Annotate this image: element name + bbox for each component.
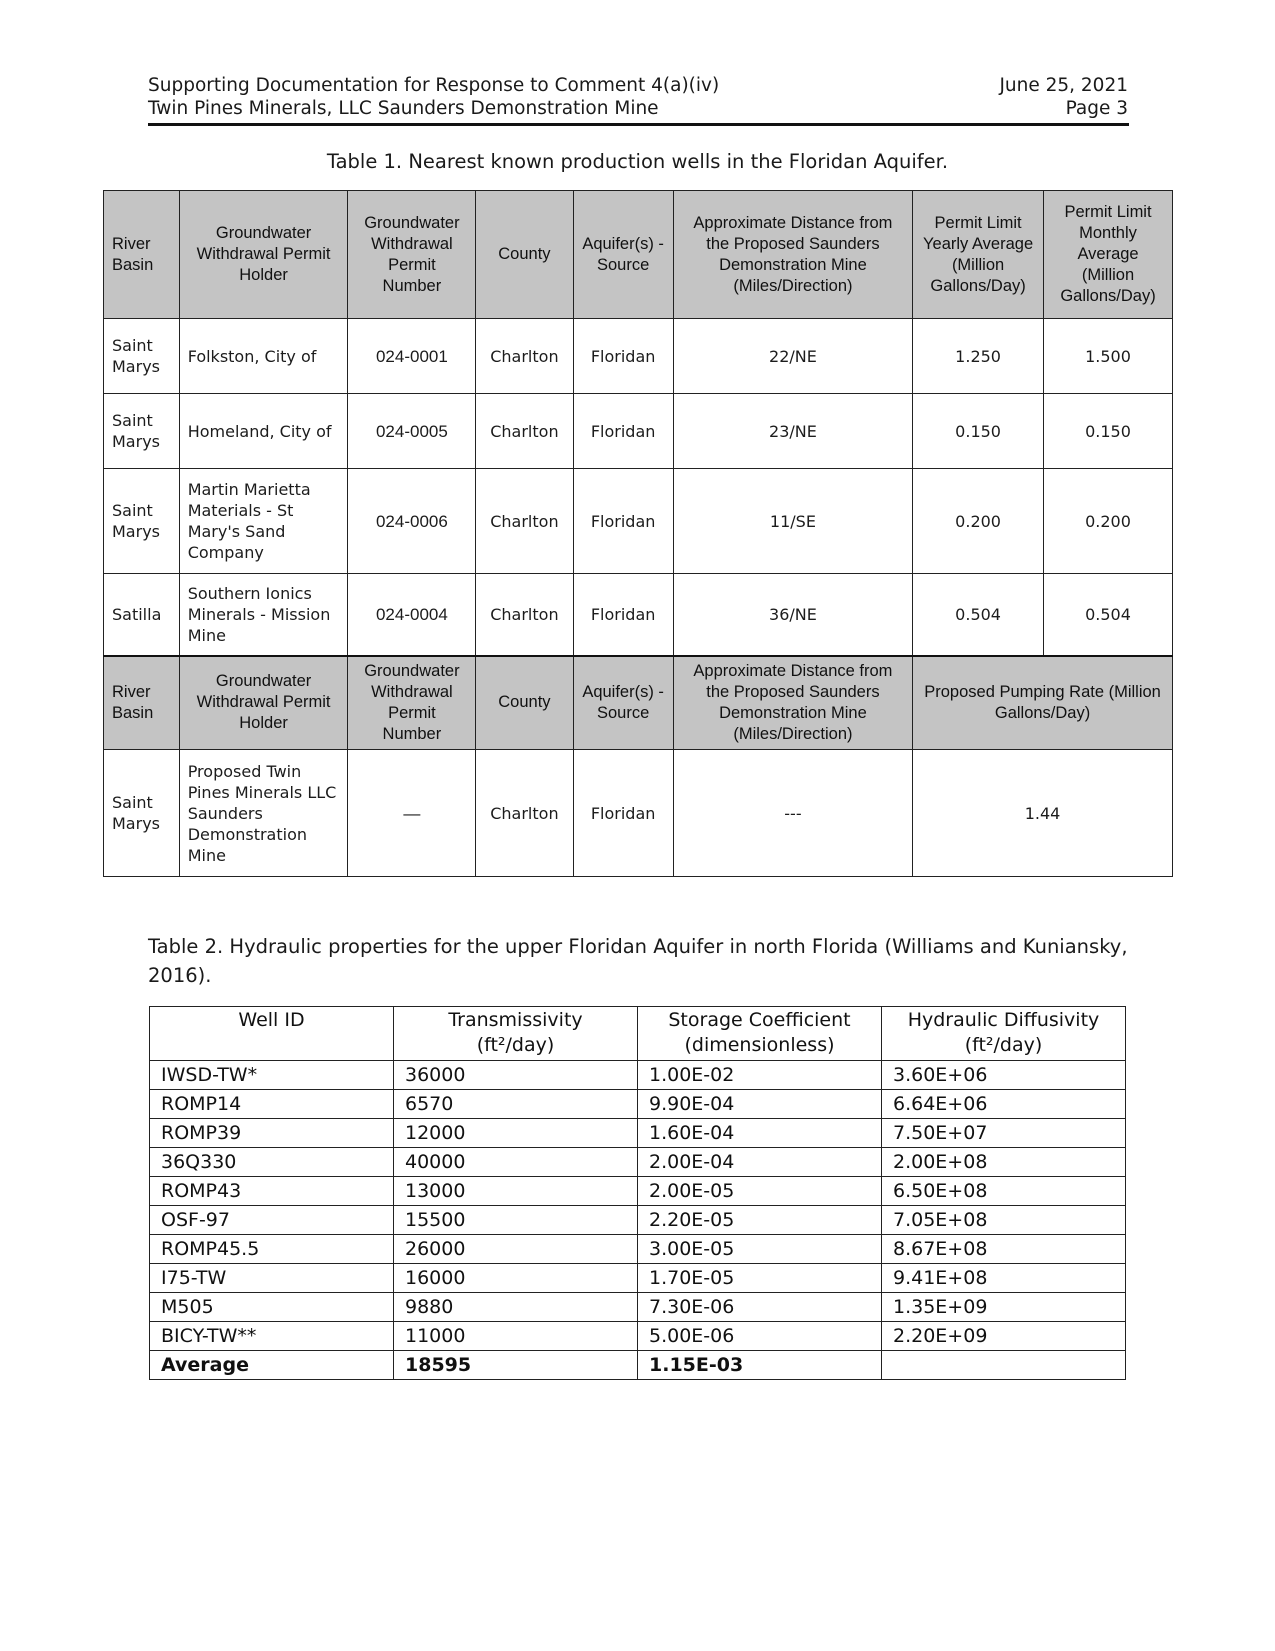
table2-caption: Table 2. Hydraulic properties for the upper Floridan Aquifer in north Florida (Williams and Kuniansky, 2016). (148, 935, 1128, 987)
table-row (104, 319, 1173, 394)
cell-river-basin: Saint Marys (104, 394, 180, 469)
col-header-permit-holder: Groundwater Withdrawal Permit Holder (179, 656, 348, 750)
cell-transmissivity: 16000 (394, 1264, 638, 1293)
cell-aquifer: Floridan (573, 394, 673, 469)
storage-coefficient-unit: (dimensionless) (684, 1034, 835, 1056)
cell-hydraulic-diffusivity: 6.64E+06 (882, 1090, 1126, 1119)
cell-storage-coefficient: 5.00E-06 (638, 1322, 882, 1351)
cell-hydraulic-diffusivity: 2.00E+08 (882, 1148, 1126, 1177)
cell-storage-coefficient: 3.00E-05 (638, 1235, 882, 1264)
table1-header-row (104, 191, 1173, 319)
cell-permit-number: 024-0005 (348, 394, 476, 469)
cell-aquifer: Floridan (573, 319, 673, 394)
cell-hydraulic-diffusivity: 2.20E+09 (882, 1322, 1126, 1351)
cell-county: Charlton (476, 469, 573, 574)
cell-storage-coefficient: 2.00E-04 (638, 1148, 882, 1177)
col-header-transmissivity (394, 1007, 638, 1061)
cell-transmissivity: 15500 (394, 1206, 638, 1235)
table2-header-row (150, 1007, 1126, 1061)
cell-permit-holder: Folkston, City of (179, 319, 348, 394)
col-header-pumping-rate: Proposed Pumping Rate (Million Gallons/Day) (913, 656, 1173, 750)
cell-well-id: ROMP39 (150, 1119, 394, 1148)
col-header-permit-number: Groundwater Withdrawal Permit Number (348, 656, 476, 750)
header-doc-title: Supporting Documentation for Response to Comment 4(a)(iv) (148, 75, 720, 96)
cell-transmissivity: 11000 (394, 1322, 638, 1351)
production-wells-table (103, 190, 1173, 877)
cell-aquifer: Floridan (573, 574, 673, 656)
col-header-distance: Approximate Distance from the Proposed Saunders Demonstration Mine (Miles/Direction) (673, 191, 912, 319)
table-row (150, 1235, 1126, 1264)
cell-distance: 22/NE (673, 319, 912, 394)
col-header-county: County (476, 191, 573, 319)
col-header-hydraulic-diffusivity (882, 1007, 1126, 1061)
page-header (148, 74, 1128, 120)
cell-monthly-limit: 0.150 (1044, 394, 1173, 469)
col-header-river-basin: River Basin (104, 191, 180, 319)
cell-transmissivity: 9880 (394, 1293, 638, 1322)
cell-yearly-limit: 1.250 (913, 319, 1044, 394)
cell-river-basin: Saint Marys (104, 469, 180, 574)
cell-county: Charlton (476, 394, 573, 469)
cell-yearly-limit: 0.504 (913, 574, 1044, 656)
col-header-aquifer: Aquifer(s) - Source (573, 191, 673, 319)
well-id-label: Well ID (238, 1009, 305, 1031)
cell-well-id: IWSD-TW* (150, 1061, 394, 1090)
cell-hydraulic-diffusivity: 8.67E+08 (882, 1235, 1126, 1264)
cell-storage-coefficient: 1.00E-02 (638, 1061, 882, 1090)
cell-well-id: I75-TW (150, 1264, 394, 1293)
table1-caption: Table 1. Nearest known production wells in the Floridan Aquifer. (326, 150, 949, 173)
cell-permit-number: 024-0001 (348, 319, 476, 394)
cell-transmissivity: 13000 (394, 1177, 638, 1206)
cell-river-basin: Saint Marys (104, 750, 180, 877)
cell-river-basin: Saint Marys (104, 319, 180, 394)
col-header-monthly-limit: Permit Limit Monthly Average (Million Gallons/Day) (1044, 191, 1173, 319)
cell-average-transmissivity: 18595 (394, 1351, 638, 1380)
table-row (104, 394, 1173, 469)
table-row (150, 1293, 1126, 1322)
cell-monthly-limit: 0.504 (1044, 574, 1173, 656)
cell-hydraulic-diffusivity: 9.41E+08 (882, 1264, 1126, 1293)
cell-storage-coefficient: 9.90E-04 (638, 1090, 882, 1119)
cell-county: Charlton (476, 750, 573, 877)
cell-permit-number: 024-0004 (348, 574, 476, 656)
cell-well-id: ROMP43 (150, 1177, 394, 1206)
col-header-river-basin: River Basin (104, 656, 180, 750)
cell-distance: 11/SE (673, 469, 912, 574)
cell-aquifer: Floridan (573, 469, 673, 574)
transmissivity-label: Transmissivity (448, 1009, 583, 1031)
cell-well-id: ROMP14 (150, 1090, 394, 1119)
table-row (150, 1322, 1126, 1351)
cell-storage-coefficient: 2.00E-05 (638, 1177, 882, 1206)
cell-yearly-limit: 0.150 (913, 394, 1044, 469)
cell-permit-holder: Homeland, City of (179, 394, 348, 469)
cell-aquifer: Floridan (573, 750, 673, 877)
col-header-permit-holder: Groundwater Withdrawal Permit Holder (179, 191, 348, 319)
table-row (104, 574, 1173, 656)
cell-transmissivity: 36000 (394, 1061, 638, 1090)
table-row (150, 1090, 1126, 1119)
header-project-name: Twin Pines Minerals, LLC Saunders Demonstration Mine (148, 98, 659, 119)
cell-yearly-limit: 0.200 (913, 469, 1044, 574)
cell-distance: --- (673, 750, 912, 877)
storage-coefficient-label: Storage Coefficient (668, 1009, 851, 1031)
cell-average-label: Average (150, 1351, 394, 1380)
cell-river-basin: Satilla (104, 574, 180, 656)
cell-hydraulic-diffusivity: 7.50E+07 (882, 1119, 1126, 1148)
cell-well-id: ROMP45.5 (150, 1235, 394, 1264)
table1-proposed-header-row (104, 656, 1173, 750)
cell-permit-holder: Southern Ionics Minerals - Mission Mine (179, 574, 348, 656)
cell-distance: 36/NE (673, 574, 912, 656)
cell-transmissivity: 12000 (394, 1119, 638, 1148)
cell-storage-coefficient: 1.70E-05 (638, 1264, 882, 1293)
col-header-storage-coefficient (638, 1007, 882, 1061)
cell-transmissivity: 26000 (394, 1235, 638, 1264)
hydraulic-diffusivity-unit: (ft²/day) (964, 1034, 1043, 1056)
cell-average-storage-coefficient: 1.15E-03 (638, 1351, 882, 1380)
hydraulic-properties-table (149, 1006, 1126, 1380)
cell-hydraulic-diffusivity: 6.50E+08 (882, 1177, 1126, 1206)
cell-monthly-limit: 1.500 (1044, 319, 1173, 394)
header-divider (148, 123, 1129, 126)
table-row (150, 1119, 1126, 1148)
col-header-distance: Approximate Distance from the Proposed Saunders Demonstration Mine (Miles/Direction) (673, 656, 912, 750)
table-row (150, 1061, 1126, 1090)
cell-pumping-rate: 1.44 (913, 750, 1173, 877)
cell-county: Charlton (476, 319, 573, 394)
header-page-number: Page 3 (1065, 98, 1128, 119)
col-header-well-id (150, 1007, 394, 1061)
table-row (150, 1206, 1126, 1235)
cell-transmissivity: 40000 (394, 1148, 638, 1177)
cell-permit-number: — (348, 750, 476, 877)
transmissivity-unit: (ft²/day) (476, 1034, 555, 1056)
col-header-county: County (476, 656, 573, 750)
table-row (104, 469, 1173, 574)
cell-well-id: OSF-97 (150, 1206, 394, 1235)
table-row (150, 1177, 1126, 1206)
cell-distance: 23/NE (673, 394, 912, 469)
col-header-permit-number: Groundwater Withdrawal Permit Number (348, 191, 476, 319)
cell-transmissivity: 6570 (394, 1090, 638, 1119)
cell-permit-holder: Proposed Twin Pines Minerals LLC Saunders Demonstration Mine (179, 750, 348, 877)
col-header-yearly-limit: Permit Limit Yearly Average (Million Gallons/Day) (913, 191, 1044, 319)
header-date: June 25, 2021 (999, 75, 1128, 96)
average-row (150, 1351, 1126, 1380)
cell-county: Charlton (476, 574, 573, 656)
cell-storage-coefficient: 2.20E-05 (638, 1206, 882, 1235)
table-row (104, 750, 1173, 877)
cell-well-id: 36Q330 (150, 1148, 394, 1177)
cell-well-id: BICY-TW** (150, 1322, 394, 1351)
hydraulic-diffusivity-label: Hydraulic Diffusivity (907, 1009, 1100, 1031)
cell-storage-coefficient: 1.60E-04 (638, 1119, 882, 1148)
cell-hydraulic-diffusivity: 1.35E+09 (882, 1293, 1126, 1322)
table-row (150, 1264, 1126, 1293)
cell-hydraulic-diffusivity: 7.05E+08 (882, 1206, 1126, 1235)
cell-permit-number: 024-0006 (348, 469, 476, 574)
cell-monthly-limit: 0.200 (1044, 469, 1173, 574)
cell-well-id: M505 (150, 1293, 394, 1322)
cell-average-hydraulic-diffusivity (882, 1351, 1126, 1380)
cell-storage-coefficient: 7.30E-06 (638, 1293, 882, 1322)
col-header-aquifer: Aquifer(s) - Source (573, 656, 673, 750)
cell-hydraulic-diffusivity: 3.60E+06 (882, 1061, 1126, 1090)
table-row (150, 1148, 1126, 1177)
cell-permit-holder: Martin Marietta Materials - St Mary's Sand Company (179, 469, 348, 574)
